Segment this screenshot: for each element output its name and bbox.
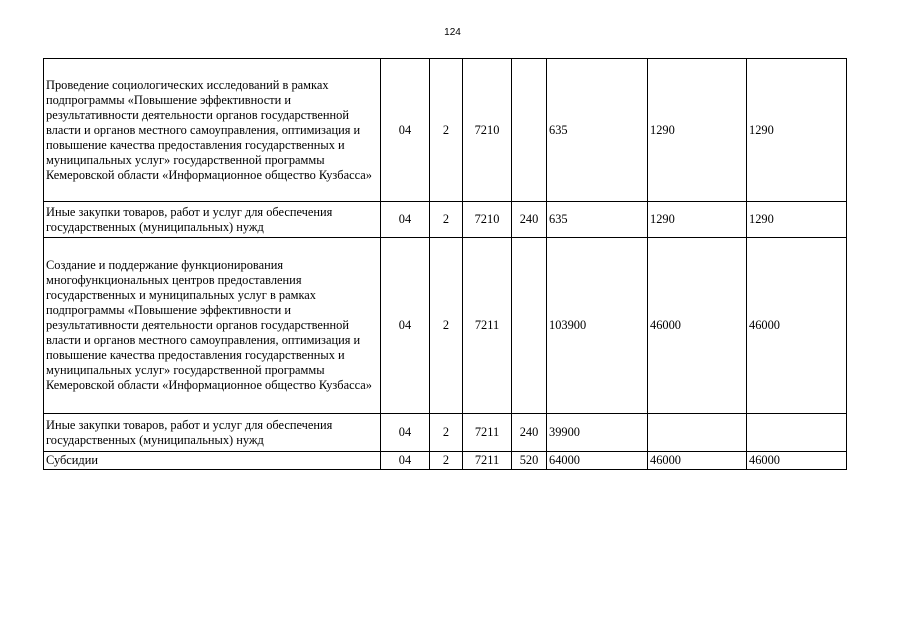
- subprogram-cell: 2: [430, 238, 463, 414]
- subprogram-cell: 2: [430, 59, 463, 202]
- table-row: [44, 202, 847, 238]
- row-description: Проведение социологических исследований в рамках подпрограммы «Повышение эффективности и результативности деятельности органов государственной власти и органов местного самоуправления, оптимизация и повышение качества предоставления государственных и муниципальных услуг» государственной программы Кемеровской области «Информационное общество Кузбасса»: [44, 59, 381, 202]
- target-cell: 7210: [463, 59, 512, 202]
- section-cell: 04: [381, 238, 430, 414]
- section-cell: 04: [381, 59, 430, 202]
- year2-cell: 1290: [648, 59, 747, 202]
- target-cell: 7210: [463, 202, 512, 238]
- table-row: [44, 59, 847, 202]
- subprogram-cell: 2: [430, 202, 463, 238]
- row-description: Иные закупки товаров, работ и услуг для обеспечения государственных (муниципальных) нужд: [44, 414, 381, 452]
- expense-type-cell: 240: [512, 414, 547, 452]
- year1-cell: 103900: [547, 238, 648, 414]
- year3-cell: 46000: [747, 238, 847, 414]
- year2-cell: 1290: [648, 202, 747, 238]
- section-cell: 04: [381, 414, 430, 452]
- year3-cell: 46000: [747, 452, 847, 470]
- target-cell: 7211: [463, 238, 512, 414]
- year2-cell: [648, 414, 747, 452]
- year2-cell: 46000: [648, 452, 747, 470]
- expense-type-cell: 520: [512, 452, 547, 470]
- year3-cell: 1290: [747, 59, 847, 202]
- target-cell: 7211: [463, 414, 512, 452]
- subprogram-cell: 2: [430, 452, 463, 470]
- expense-type-cell: 240: [512, 202, 547, 238]
- target-cell: 7211: [463, 452, 512, 470]
- year1-cell: 635: [547, 59, 648, 202]
- section-cell: 04: [381, 202, 430, 238]
- table-row: [44, 414, 847, 452]
- expense-type-cell: [512, 238, 547, 414]
- subprogram-cell: 2: [430, 414, 463, 452]
- page-number: 124: [444, 27, 461, 38]
- year2-cell: 46000: [648, 238, 747, 414]
- expense-type-cell: [512, 59, 547, 202]
- year3-cell: [747, 414, 847, 452]
- year1-cell: 635: [547, 202, 648, 238]
- table-row: [44, 238, 847, 414]
- row-description: Иные закупки товаров, работ и услуг для обеспечения государственных (муниципальных) нужд: [44, 202, 381, 238]
- year1-cell: 39900: [547, 414, 648, 452]
- year3-cell: 1290: [747, 202, 847, 238]
- row-description: Субсидии: [44, 452, 381, 470]
- budget-table: [43, 58, 847, 470]
- year1-cell: 64000: [547, 452, 648, 470]
- table-row: [44, 452, 847, 470]
- row-description: Создание и поддержание функционирования многофункциональных центров предоставления государственных и муниципальных услуг в рамках подпрограммы «Повышение эффективности и результативности деятельности органов государственной власти и органов местного самоуправления, оптимизация и повышение качества предоставления государственных и муниципальных услуг» государственной программы Кемеровской области «Информационное общество Кузбасса»: [44, 238, 381, 414]
- section-cell: 04: [381, 452, 430, 470]
